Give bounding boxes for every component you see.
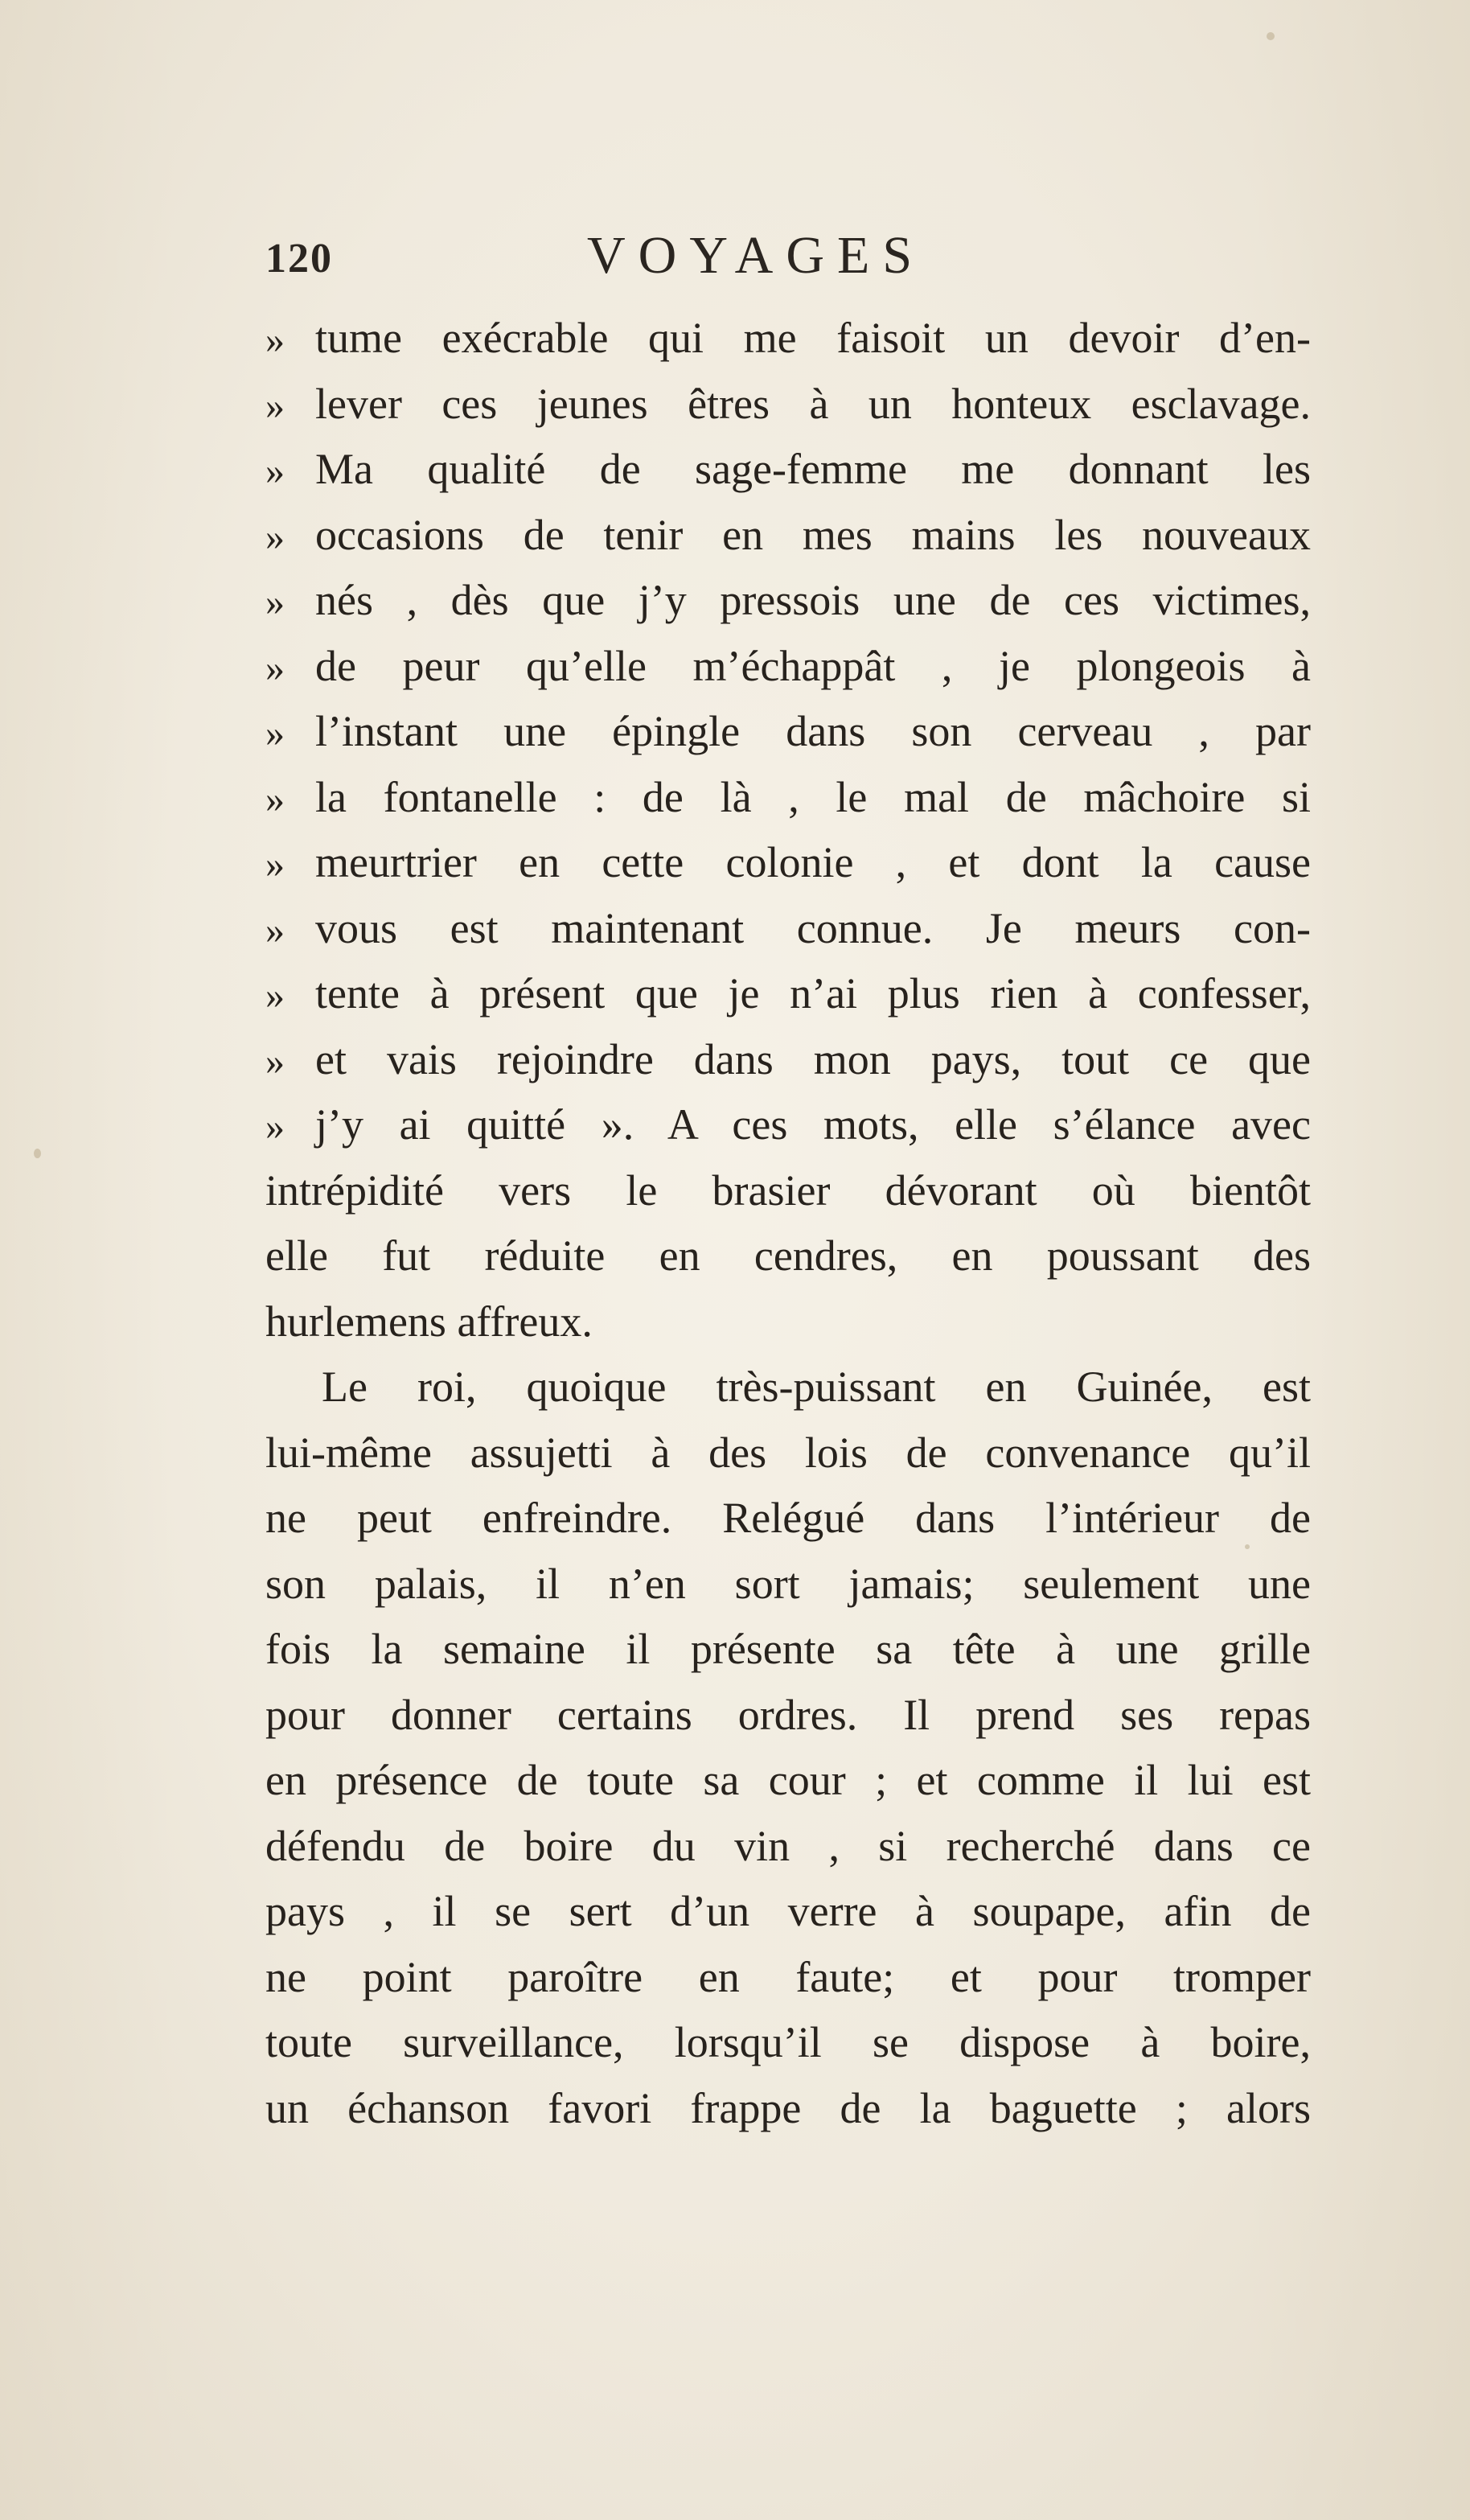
quote-mark: » [265, 1105, 285, 1148]
quote-mark: » [265, 712, 285, 754]
text-line [265, 830, 1311, 896]
line-text: ne peut enfreindre. Relégué dans l’intérieur de [265, 1494, 1311, 1542]
quote-mark: » [265, 384, 285, 427]
quote-mark: » [265, 777, 285, 820]
text-line [265, 961, 1311, 1027]
quote-mark: » [265, 450, 285, 492]
text-line [265, 372, 1311, 438]
line-text: pays , il se sert d’un verre à soupape, afin de [265, 1887, 1311, 1935]
text-line [265, 1683, 1311, 1749]
line-text: l’instant une épingle dans son cerveau , par [315, 707, 1311, 755]
text-line [265, 896, 1311, 962]
line-text: Ma qualité de sage-femme me donnant les [315, 445, 1311, 493]
quote-mark: » [265, 908, 285, 952]
body-text [265, 306, 1311, 2141]
text-line [265, 2010, 1311, 2076]
line-text: tente à présent que je n’ai plus rien à confesser, [315, 969, 1311, 1017]
text-line [265, 306, 1311, 372]
line-text: ne point paroître en faute; et pour tromper [265, 1952, 1311, 2001]
text-line [265, 1158, 1311, 1224]
line-text: de peur qu’elle m’échappât , je plongeois à [315, 641, 1311, 690]
text-line [265, 437, 1311, 503]
text-line [265, 1617, 1311, 1683]
text-line [265, 634, 1311, 700]
quote-mark: » [265, 515, 285, 558]
line-text: son palais, il n’en sort jamais; seulement une [265, 1559, 1311, 1608]
text-line [265, 1552, 1311, 1618]
line-text: intrépidité vers le brasier dévorant où bientôt [265, 1165, 1311, 1215]
quote-mark: » [265, 319, 285, 361]
line-text: un échanson favori frappe de la baguette ; alors [265, 2083, 1311, 2132]
text-line [265, 1223, 1311, 1289]
paper-spot [1267, 32, 1275, 40]
line-text: toute surveillance, lorsqu’il se dispose à boire, [265, 2018, 1311, 2066]
line-text: nés , dès que j’y pressois une de ces victimes, [315, 576, 1311, 624]
text-line [265, 1879, 1311, 1945]
text-line [265, 1355, 1311, 1420]
page-header [265, 225, 1311, 298]
line-text: fois la semaine il présente sa tête à une grille [265, 1625, 1311, 1673]
line-text: occasions de tenir en mes mains les nouveaux [315, 510, 1311, 559]
page-number: 120 [265, 236, 333, 282]
text-line [265, 1945, 1311, 2011]
line-text: meurtrier en cette colonie , et dont la cause [315, 838, 1311, 886]
quote-mark: » [265, 646, 285, 689]
quote-mark: » [265, 974, 285, 1017]
text-line [265, 1814, 1311, 1880]
quote-mark: » [265, 581, 285, 623]
line-text: lever ces jeunes êtres à un honteux esclavage. [315, 379, 1311, 428]
text-line [265, 568, 1311, 634]
line-text: pour donner certains ordres. Il prend ses repas [265, 1690, 1311, 1739]
line-text: et vais rejoindre dans mon pays, tout ce que [315, 1034, 1311, 1083]
line-text: défendu de boire du vin , si recherché dans ce [265, 1821, 1311, 1870]
quote-mark: » [265, 843, 285, 886]
running-title: VOYAGES [587, 226, 926, 285]
text-line [265, 1486, 1311, 1552]
line-text: lui-même assujetti à des lois de convenance qu’il [265, 1428, 1311, 1477]
text-line [265, 503, 1311, 569]
line-text: tume exécrable qui me faisoit un devoir d’en- [315, 314, 1311, 362]
text-line [265, 1420, 1311, 1486]
paper-spot [34, 1149, 41, 1158]
line-text: vous est maintenant connue. Je meurs con- [315, 903, 1311, 952]
line-text: Le roi, quoique très-puissant en Guinée, est [322, 1363, 1311, 1411]
text-line [265, 1092, 1311, 1158]
text-line [265, 1027, 1311, 1093]
line-text: en présence de toute sa cour ; et comme il lui est [265, 1756, 1311, 1804]
text-line [265, 2076, 1311, 2142]
text-line [265, 1289, 1311, 1355]
quote-mark: » [265, 1039, 285, 1083]
line-text: hurlemens affreux. [265, 1297, 593, 1346]
line-text: elle fut réduite en cendres, en poussant des [265, 1231, 1311, 1280]
line-text: j’y ai quitté ». A ces mots, elle s’élance avec [315, 1100, 1311, 1149]
text-line [265, 699, 1311, 765]
text-line [265, 1748, 1311, 1814]
text-line [265, 765, 1311, 831]
line-text: la fontanelle : de là , le mal de mâchoire si [315, 772, 1311, 821]
